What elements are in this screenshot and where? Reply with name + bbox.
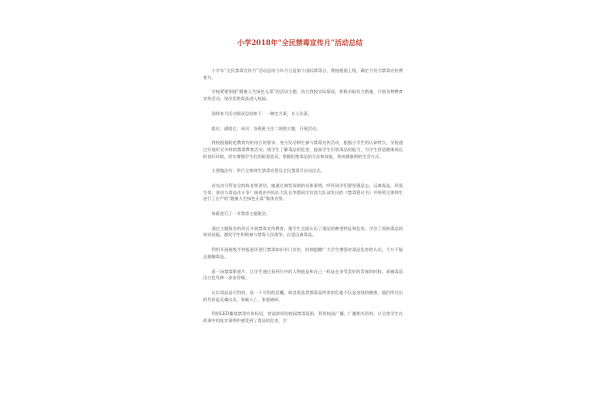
paragraph: 利用LED播放禁毒宣传标语，营造浓厚的校园禁毒氛围，利用校园广播，广播相关资料，让全体学生在故事中的真实事例中感受到了毒品的危害，学 — [203, 311, 403, 323]
paragraph: 看一场禁毒影视片，让学生通过看到片中的人物他是和自己一样是在享受美好的青春的时候，却被毒品这白色死神一步步吞噬。 — [203, 268, 403, 281]
document-title: 小学2018年“全民禁毒宣传月”活动总结 — [237, 38, 363, 47]
paragraph: 主要做法有：举行全体师生禁毒宣誓及全民禁毒月启动仪式。 — [211, 168, 325, 174]
paragraph: 认识毒品是可怕的，是一个可怕的恶魔，吸食毒品者都毒品所害的危他不仅是金钱和健康，他们所付出的代价是灵魂出卖，家破人亡，家庭破碎。 — [203, 289, 403, 302]
paragraph: 小学年“全民禁毒宣传月”活动总结今年月日是第个国际禁毒日，我校根据上级，确定月份为禁毒宣传教育月。 — [203, 68, 403, 80]
paragraph: 通过主题班会的形式开展禁毒宣传教育，使学生全面认识了毒品的种类特征和危害，学会了预防毒品的知识技能，激发学生积极参与禁毒人民战争，自觉远离毒品。 — [203, 225, 403, 238]
paragraph: 我校根据防范教育有机结合的要求，充分发动师生参与禁毒宣传活动，根据小学生的认知特点，学校通过开展形式多样的禁毒教育活动，使学生了解毒品的危害，提高学生识别毒品的能力，为学生营造健康成长的良好环境，切实增强学生们的防毒意识，掌握拒绝毒品的方法和技能，养成健康明的生活方式。 — [203, 140, 403, 159]
paragraph: 组长：副组长：成员：各班班主任二围绕主题，开展活动。 — [211, 125, 321, 131]
paragraph: 现将本月活动情况总结如下：一制定方案，专人负责。 — [211, 110, 313, 116]
paragraph: 首先由分管安全的陈老师讲话，她通过典型深刻的具体事例，呼吁同学们要坚强意志，远离毒品，珍爱生命，坚决与毒品作斗争！接着由中队队大队长李霞同学宣读大队部发出的《禁毒倡议书》并带领全体师生进行了庄严的“健康人生绿色无毒”集体宣誓。 — [203, 183, 403, 202]
paragraph: 每班进行了一节禁毒主题班会。 — [211, 211, 271, 217]
paragraph: 利用开展班级手抄报展评进行禁毒知识专门宣传，时刻提醒广大学生增强对毒品危害的认识，千万不能去接触毒品。 — [203, 247, 403, 259]
paragraph: 学校紧紧围绕“健康人生绿色无毒”的活动主题，结合我校实际情况，积极采取有力措施，开展各种教育宣传活动，坚决拒绝毒品进入校园。 — [203, 89, 403, 101]
document-body — [203, 68, 403, 333]
